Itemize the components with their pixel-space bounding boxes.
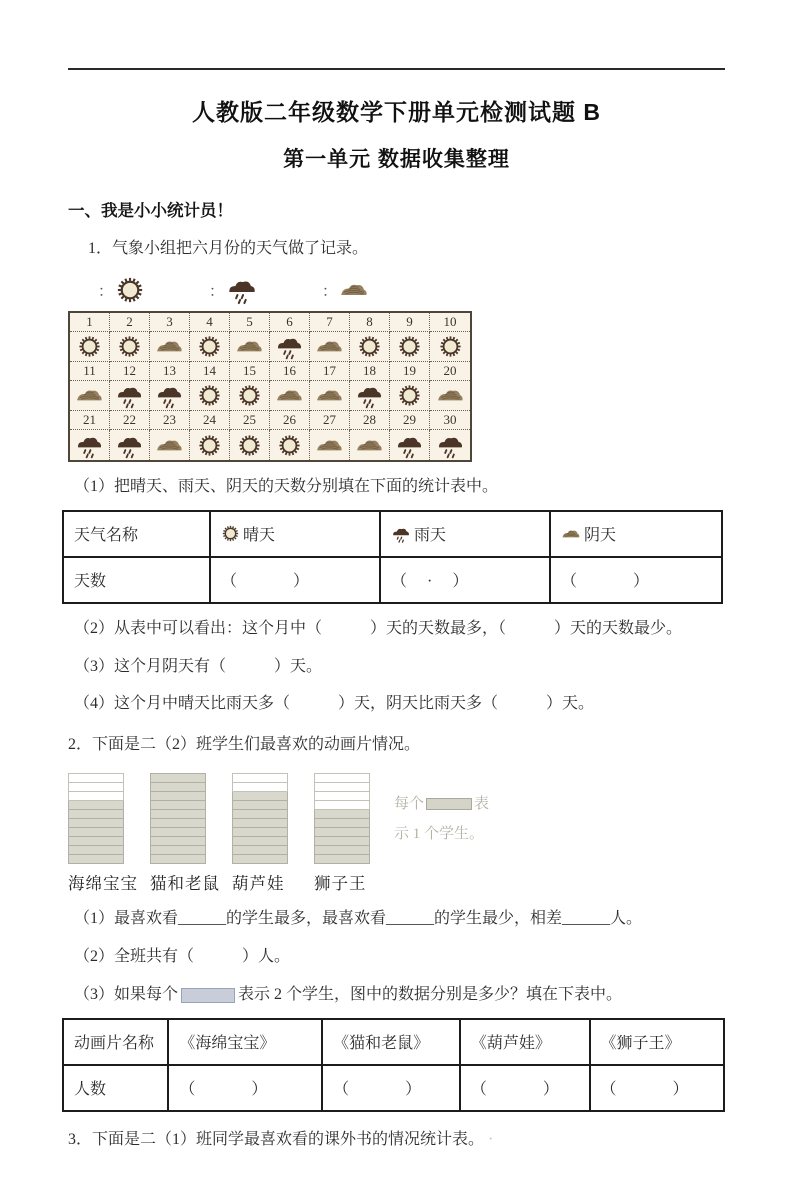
cloud-icon <box>150 430 190 460</box>
calendar-day-number: 20 <box>430 362 470 381</box>
legend-colon: ： <box>209 283 225 300</box>
calendar-day-number: 2 <box>110 313 150 332</box>
header-label: 雨天 <box>414 527 447 545</box>
sub3-suffix: 表示 2 个学生，图中的数据分别是多少？填在下表中。 <box>238 985 623 1003</box>
sun-icon <box>190 332 230 362</box>
cartoon-table-header: 《葫芦娃》 <box>460 1019 590 1065</box>
calendar-day-number: 17 <box>310 362 350 381</box>
category-label: 海绵宝宝 <box>68 874 138 894</box>
pictograph-cell <box>68 801 124 810</box>
pictograph-cell <box>150 792 206 801</box>
sun-icon <box>350 332 390 362</box>
calendar-day-number: 24 <box>190 411 230 430</box>
cartoon-table-col0: 动画片名称 <box>63 1019 168 1065</box>
cloud-icon <box>270 381 310 411</box>
calendar-day-number: 28 <box>350 411 390 430</box>
sun-icon <box>230 381 270 411</box>
question1-sub3: （3）这个月阴天有（ ）天。 <box>74 657 323 675</box>
unit-rect-icon <box>181 988 235 1003</box>
header-label: 阴天 <box>584 527 617 545</box>
legend-line2: 示 1 个学生。 <box>394 825 485 842</box>
pictograph-cell <box>68 846 124 855</box>
pictograph-cell <box>150 783 206 792</box>
category-label: 葫芦娃 <box>232 874 285 894</box>
pictograph-bar <box>68 773 124 864</box>
pictograph-cell <box>68 773 124 783</box>
rain-icon <box>430 430 470 460</box>
header-label: 晴天 <box>243 527 276 545</box>
calendar-day-number: 11 <box>70 362 110 381</box>
calendar-day-number: 6 <box>270 313 310 332</box>
cloud-icon <box>310 430 350 460</box>
weather-stats-table <box>62 510 723 604</box>
legend-line1 <box>394 789 489 819</box>
pictograph-cell <box>68 855 124 864</box>
calendar-day-number: 16 <box>270 362 310 381</box>
pictograph-cell <box>314 837 370 846</box>
pictograph-cell <box>314 846 370 855</box>
cartoon-table-header: 《猫和老鼠》 <box>322 1019 460 1065</box>
answer-blank: （ ） <box>210 557 380 603</box>
cartoon-table-row-label: 人数 <box>63 1065 168 1111</box>
calendar-day-number: 12 <box>110 362 150 381</box>
weather-table-row-label: 天数 <box>63 557 210 603</box>
weather-table-col0: 天气名称 <box>63 511 210 557</box>
calendar-day-number: 19 <box>390 362 430 381</box>
answer-blank: （ ） <box>590 1065 725 1111</box>
calendar-day-number: 3 <box>150 313 190 332</box>
cloud-icon <box>350 430 390 460</box>
rain-icon <box>391 524 411 544</box>
pictograph-cell <box>150 846 206 855</box>
weather-table-header-sunny <box>210 511 380 557</box>
table-row <box>63 1065 724 1111</box>
cartoon-pictograph <box>68 773 725 864</box>
answer-blank: （ ） <box>460 1065 590 1111</box>
rain-icon <box>270 332 310 362</box>
sun-icon <box>430 332 470 362</box>
answer-blank: （ ） <box>550 557 722 603</box>
calendar-day-number: 8 <box>350 313 390 332</box>
pictograph-cell <box>68 810 124 819</box>
answer-blank: （ ） <box>322 1065 460 1111</box>
weather-table-header-rainy <box>380 511 550 557</box>
calendar-day-number: 21 <box>70 411 110 430</box>
pictograph-cell <box>232 783 288 792</box>
calendar-day-number: 13 <box>150 362 190 381</box>
pictograph-cell <box>314 792 370 801</box>
calendar-day-number: 18 <box>350 362 390 381</box>
sun-icon <box>221 524 240 543</box>
pictograph-cell <box>68 828 124 837</box>
calendar-day-number: 15 <box>230 362 270 381</box>
cloud-icon <box>339 275 369 305</box>
category-label: 狮子王 <box>314 874 367 894</box>
table-row <box>63 557 722 603</box>
pictograph-legend <box>394 789 489 849</box>
pictograph-cell <box>232 846 288 855</box>
cloud-icon <box>310 332 350 362</box>
sun-icon <box>190 381 230 411</box>
sun-icon <box>390 332 430 362</box>
answer-blank: （ · ） <box>380 557 550 603</box>
cloud-icon <box>310 381 350 411</box>
calendar-day-number: 25 <box>230 411 270 430</box>
rain-icon <box>110 381 150 411</box>
legend-text: 每个 <box>394 795 425 812</box>
calendar-day-number: 30 <box>430 411 470 430</box>
sun-icon <box>70 332 110 362</box>
section-heading: 一、我是小小统计员！ <box>68 202 233 220</box>
header-rule <box>68 68 725 70</box>
calendar-day-number: 1 <box>70 313 110 332</box>
rain-icon <box>226 274 258 306</box>
calendar-day-number: 9 <box>390 313 430 332</box>
weather-calendar <box>68 311 472 462</box>
sub3-prefix: （3）如果每个 <box>74 985 179 1003</box>
page-subtitle: 第一单元 数据收集整理 <box>283 148 510 171</box>
pictograph-cell <box>232 819 288 828</box>
weather-table-header-overcast <box>550 511 722 557</box>
calendar-day-number: 23 <box>150 411 190 430</box>
calendar-day-number: 5 <box>230 313 270 332</box>
pictograph-cell <box>150 837 206 846</box>
rain-icon <box>70 430 110 460</box>
pictograph-cell <box>150 828 206 837</box>
question3-text: 3．下面是二（1）班同学最喜欢看的课外书的情况统计表。 <box>68 1130 485 1148</box>
question1-sub1: （1）把晴天、雨天、阴天的天数分别填在下面的统计表中。 <box>74 478 499 495</box>
question2-stem: 2．下面是二（2）班学生们最喜欢的动画片情况。 <box>68 736 421 754</box>
pictograph-cell <box>232 855 288 864</box>
pictograph-cell <box>68 792 124 801</box>
legend-colon: ： <box>98 283 114 300</box>
cloud-icon <box>230 332 270 362</box>
cloud-icon <box>430 381 470 411</box>
calendar-day-number: 29 <box>390 411 430 430</box>
pictograph-cell <box>314 855 370 864</box>
pictograph-cell <box>232 792 288 801</box>
category-label: 猫和老鼠 <box>150 874 220 894</box>
sun-icon <box>110 332 150 362</box>
pictograph-cell <box>314 810 370 819</box>
cartoon-table-header: 《海绵宝宝》 <box>168 1019 322 1065</box>
legend-overcast <box>322 275 369 305</box>
weather-legend <box>98 273 725 307</box>
question2-sub3 <box>74 983 725 1008</box>
pictograph-cell <box>232 828 288 837</box>
pictograph-cell <box>232 773 288 783</box>
pictograph-cell <box>232 810 288 819</box>
cartoon-table-header: 《狮子王》 <box>590 1019 725 1065</box>
stray-dot: · <box>488 1130 494 1148</box>
pictograph-cell <box>68 819 124 828</box>
calendar-day-number: 22 <box>110 411 150 430</box>
pictograph-cell <box>232 837 288 846</box>
table-row <box>63 511 722 557</box>
legend-colon: ： <box>322 283 338 300</box>
calendar-day-number: 4 <box>190 313 230 332</box>
pictograph-bar <box>314 773 370 864</box>
cartoon-stats-table <box>62 1018 725 1112</box>
worksheet-page <box>0 68 793 1190</box>
unit-rect-icon <box>426 798 472 810</box>
cloud-icon <box>150 332 190 362</box>
calendar-day-number: 10 <box>430 313 470 332</box>
pictograph-cell <box>150 819 206 828</box>
pictograph-cell <box>314 801 370 810</box>
pictograph-cell <box>68 783 124 792</box>
calendar-day-number: 27 <box>310 411 350 430</box>
pictograph-cell <box>150 773 206 783</box>
rain-icon <box>150 381 190 411</box>
rain-icon <box>110 430 150 460</box>
pictograph-cell <box>68 837 124 846</box>
calendar-day-number: 14 <box>190 362 230 381</box>
pictograph-cell <box>314 819 370 828</box>
pictograph-bar <box>232 773 288 864</box>
question2-sub1: （1）最喜欢看______的学生最多，最喜欢看______的学生最少，相差______人。 <box>74 910 643 928</box>
sun-icon <box>270 430 310 460</box>
legend-text: 表 <box>474 795 490 812</box>
question1-sub2: （2）从表中可以看出：这个月中（ ）天的天数最多，（ ）天的天数最少。 <box>74 619 683 637</box>
pictograph-cell <box>314 773 370 783</box>
pictograph-cell <box>150 801 206 810</box>
question1-stem: 1．气象小组把六月份的天气做了记录。 <box>88 240 369 257</box>
rain-icon <box>390 430 430 460</box>
question1-sub4: （4）这个月中晴天比雨天多（ ）天，阴天比雨天多（ ）天。 <box>74 695 595 713</box>
rain-icon <box>350 381 390 411</box>
pictograph-category-labels <box>68 870 725 894</box>
legend-rainy <box>209 274 258 306</box>
pictograph-cell <box>150 810 206 819</box>
question3-stem <box>68 1128 725 1152</box>
answer-blank: （ ） <box>168 1065 322 1111</box>
pictograph-cell <box>314 783 370 792</box>
table-row <box>63 1019 724 1065</box>
sun-icon <box>230 430 270 460</box>
calendar-day-number: 26 <box>270 411 310 430</box>
page-title: 人教版二年级数学下册单元检测试题 B <box>192 99 601 125</box>
calendar-day-number: 7 <box>310 313 350 332</box>
question2-sub2: （2）全班共有（ ）人。 <box>74 947 291 965</box>
pictograph-cell <box>314 828 370 837</box>
legend-sunny <box>98 275 145 305</box>
sun-icon <box>115 275 145 305</box>
sun-icon <box>190 430 230 460</box>
pictograph-cell <box>232 801 288 810</box>
pictograph-cell <box>150 855 206 864</box>
pictograph-bar <box>150 773 206 864</box>
cloud-icon <box>70 381 110 411</box>
cloud-icon <box>561 524 581 544</box>
sun-icon <box>390 381 430 411</box>
